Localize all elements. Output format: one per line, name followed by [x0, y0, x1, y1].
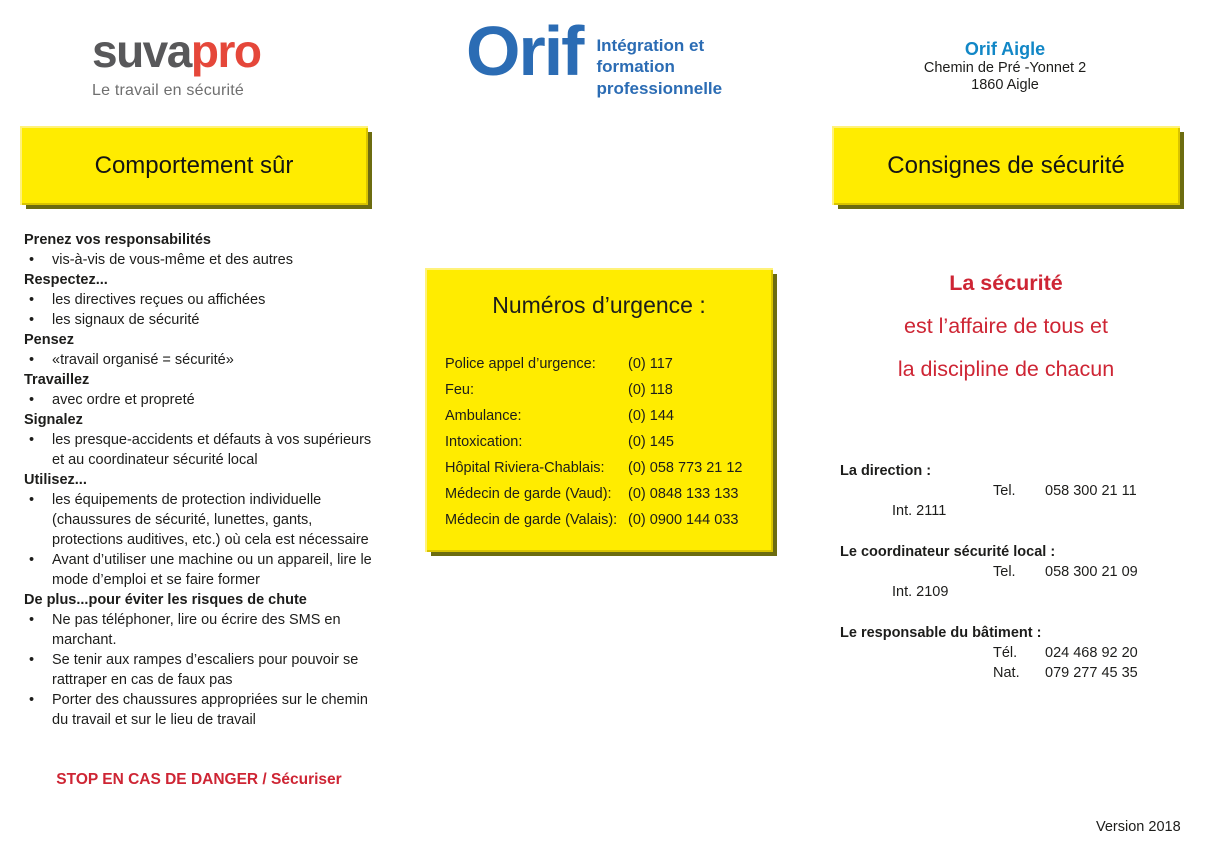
bullet-icon: • [29, 692, 35, 708]
contact-responsable [840, 623, 1182, 683]
rule-heading: Signalez [24, 412, 83, 428]
emergency-numbers-box [425, 268, 773, 552]
address-block [880, 38, 1130, 94]
internal-extension: Int. 2109 [892, 584, 949, 600]
rule-heading: Travaillez [24, 372, 90, 388]
rule-bullet: • vis-à-vis de vous-même et des autres [24, 250, 386, 270]
rule-bullet: • Ne pas téléphoner, lire ou écrire des SMS en marchant. [24, 610, 386, 650]
suvapro-wordmark [92, 25, 261, 77]
banner-consignes-securite [832, 126, 1180, 205]
phone-prefix: Tél. [993, 645, 1018, 661]
phone-number: 024 468 92 20 [1045, 645, 1138, 661]
contact-title: Le coordinateur sécurité local : [840, 544, 1056, 560]
banner-comportement-sur [20, 126, 368, 205]
orif-wordmark: Orif [466, 12, 583, 90]
contact-title: La direction : [840, 463, 932, 479]
bullet-icon: • [29, 652, 35, 668]
orif-tagline-line: formation [596, 57, 675, 77]
emergency-row: Hôpital Riviera-Chablais: (0) 058 773 21 12 [445, 455, 773, 481]
rule-bullet: • Porter des chaussures appropriées sur le chemin du travail et sur le lieu de travail [24, 690, 386, 730]
bullet-icon: • [29, 292, 35, 308]
stop-danger-warning: STOP EN CAS DE DANGER / Sécuriser [56, 771, 342, 788]
emergency-row: Ambulance: (0) 144 [445, 403, 773, 429]
orif-logo [466, 12, 723, 99]
emergency-title: Numéros d’urgence : [492, 292, 706, 318]
contact-phone-row [840, 643, 1182, 663]
rule-bullet: • les presque-accidents et défauts à vos supérieurs et au coordinateur sécurité local [24, 430, 386, 470]
internal-extension: Int. 2111 [892, 503, 947, 519]
slogan-line: est l’affaire de tous et [904, 314, 1108, 338]
phone-number: (0) 145 [628, 434, 674, 450]
slogan-line: La sécurité [949, 271, 1063, 295]
phone-number: 079 277 45 35 [1045, 665, 1138, 681]
rule-bullet: • avec ordre et propreté [24, 390, 386, 410]
address-street: Chemin de Pré -Yonnet 2 [923, 60, 1087, 76]
phone-number: (0) 0848 133 133 [628, 486, 739, 502]
rule-heading: Utilisez... [24, 472, 87, 488]
emergency-row: Médecin de garde (Valais): (0) 0900 144 033 [445, 507, 773, 533]
orif-tagline-line: Intégration et [596, 36, 705, 55]
phone-prefix: Nat. [993, 665, 1020, 681]
phone-number: 058 300 21 09 [1045, 564, 1138, 580]
emergency-row: Intoxication: (0) 145 [445, 429, 773, 455]
phone-number: (0) 0900 144 033 [628, 512, 739, 528]
bullet-icon: • [29, 612, 35, 628]
emergency-row: Feu: (0) 118 [445, 377, 773, 403]
rule-bullet: • Se tenir aux rampes d’escaliers pour pouvoir se rattraper en cas de faux pas [24, 650, 386, 690]
version-label: Version 2018 [1096, 819, 1181, 835]
contact-title: Le responsable du bâtiment : [840, 625, 1042, 641]
address-city: 1860 Aigle [971, 77, 1039, 93]
orif-tagline-line: professionnelle [596, 78, 723, 98]
rule-bullet: • «travail organisé = sécurité» [24, 350, 386, 370]
phone-number: 058 300 21 11 [1045, 483, 1137, 499]
rule-heading: Respectez... [24, 272, 108, 288]
bullet-icon: • [29, 252, 35, 268]
banner-left-label: Comportement sûr [94, 151, 294, 179]
orif-tagline [596, 35, 722, 99]
contact-phone-row [840, 481, 1182, 501]
phone-number: (0) 058 773 21 12 [628, 460, 743, 476]
slogan-line: la discipline de chacun [897, 357, 1115, 381]
contact-phone-row [840, 562, 1182, 582]
bullet-icon: • [29, 392, 35, 408]
address-site-name: Orif Aigle [964, 39, 1046, 59]
contact-coordinateur [840, 542, 1182, 602]
suva-wordmark-gray: suva [92, 25, 191, 77]
phone-prefix: Tel. [993, 483, 1016, 499]
phone-prefix: Tel. [993, 564, 1016, 580]
rule-bullet: • Avant d’utiliser une machine ou un appareil, lire le mode d’emploi et se faire former [24, 550, 386, 590]
emergency-row: Police appel d’urgence: (0) 117 [445, 351, 773, 377]
contacts-block [840, 461, 1182, 704]
bullet-icon: • [29, 552, 35, 568]
safety-rules-list [24, 230, 386, 730]
phone-number: (0) 144 [628, 408, 674, 424]
rule-bullet: • les signaux de sécurité [24, 310, 386, 330]
phone-number: (0) 117 [628, 356, 673, 372]
rule-heading: Prenez vos responsabilités [24, 232, 211, 248]
suva-tagline: Le travail en sécurité [92, 82, 245, 99]
emergency-list [425, 351, 773, 533]
banner-right-label: Consignes de sécurité [887, 151, 1125, 179]
rule-heading: De plus...pour éviter les risques de chute [24, 592, 307, 608]
phone-number: (0) 118 [628, 382, 673, 398]
contact-direction [840, 461, 1182, 521]
rule-heading: Pensez [24, 332, 74, 348]
suvapro-logo [92, 25, 261, 100]
security-slogan [832, 262, 1180, 391]
emergency-row: Médecin de garde (Vaud): (0) 0848 133 133 [445, 481, 773, 507]
bullet-icon: • [29, 492, 35, 508]
suva-wordmark-red: pro [190, 25, 261, 77]
rule-bullet: • les directives reçues ou affichées [24, 290, 386, 310]
contact-phone-row [840, 663, 1182, 683]
rule-bullet: • les équipements de protection individuelle (chaussures de sécurité, lunettes, gants, protections auditives, etc.) où cela est nécessaire [24, 490, 386, 550]
bullet-icon: • [29, 432, 35, 448]
bullet-icon: • [29, 352, 35, 368]
bullet-icon: • [29, 312, 35, 328]
